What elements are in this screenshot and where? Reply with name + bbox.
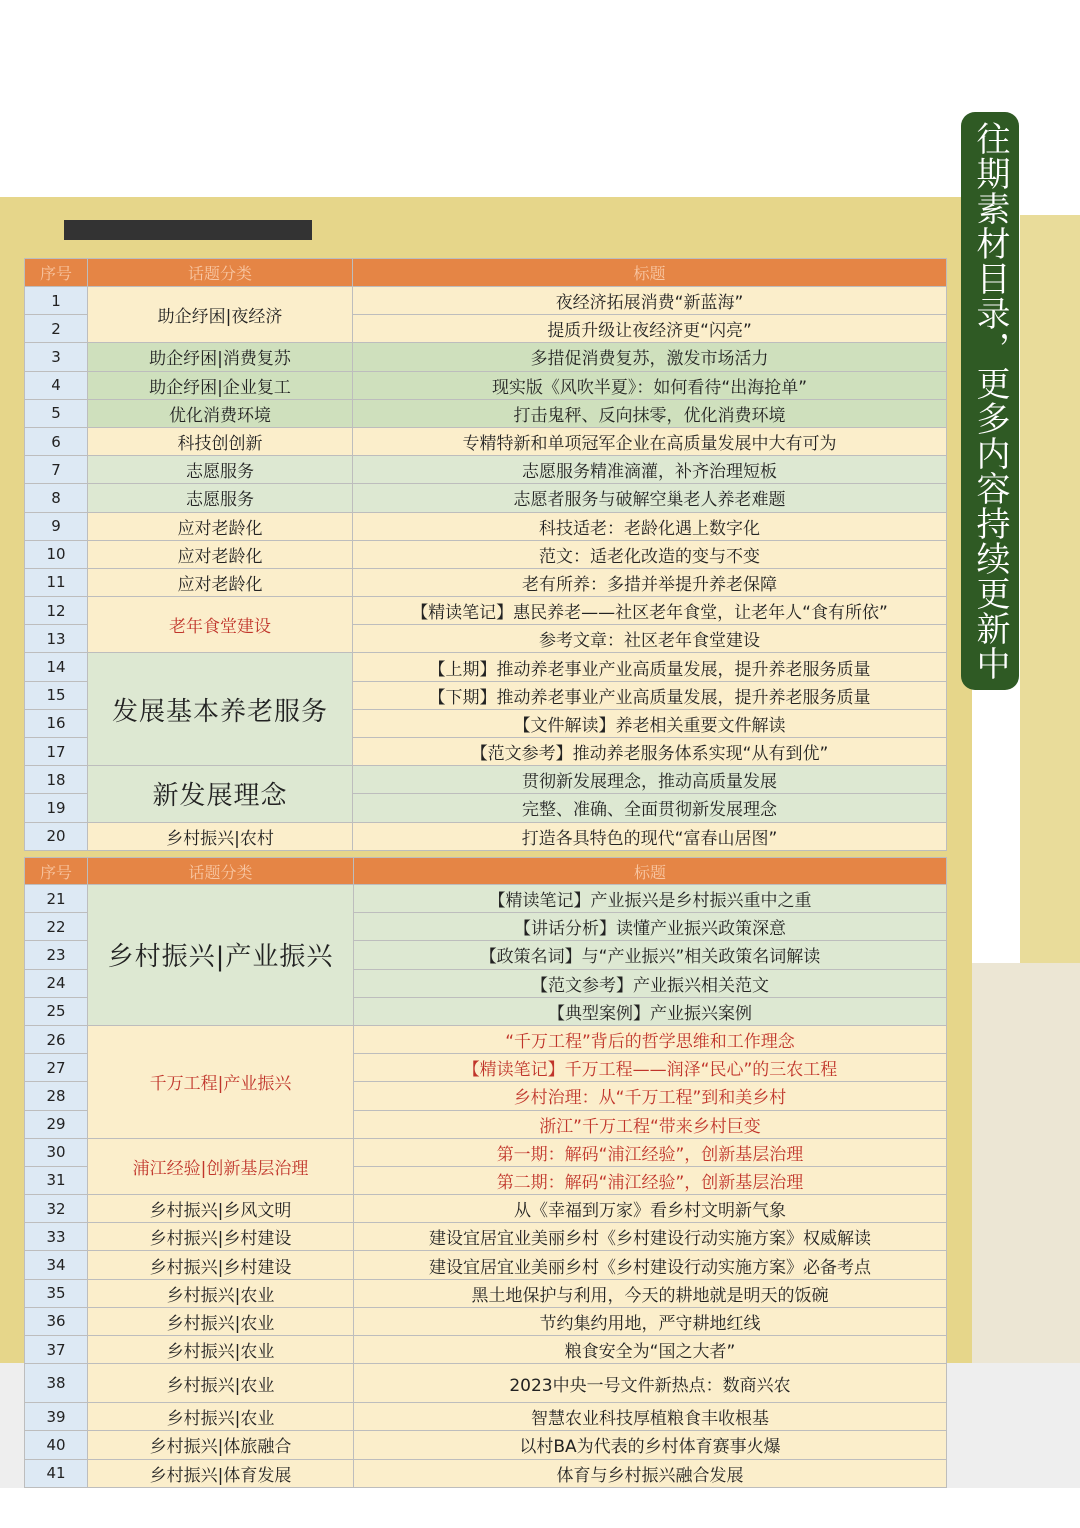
topic-title: 【精读笔记】千万工程——润泽“民心”的三农工程: [354, 1054, 947, 1082]
row-number: 22: [25, 913, 88, 941]
row-number: 13: [25, 625, 88, 653]
topic-category: 应对老龄化: [88, 568, 353, 596]
topic-title: 参考文章：社区老年食堂建设: [353, 625, 947, 653]
table-row: [25, 597, 947, 625]
table-row: [25, 371, 947, 399]
topic-title: 夜经济拓展消费“新蓝海”: [353, 287, 947, 315]
topic-category: 乡村振兴|农业: [88, 1279, 354, 1307]
topic-title: 范文：适老化改造的变与不变: [353, 540, 947, 568]
topic-category: 乡村振兴|乡村建设: [88, 1223, 354, 1251]
header-category: 话题分类: [88, 259, 353, 287]
row-number: 18: [25, 766, 88, 794]
topic-category: 乡村振兴|农业: [88, 1336, 354, 1364]
row-number: 30: [25, 1138, 88, 1166]
topic-title: 提质升级让夜经济更“闪亮”: [353, 315, 947, 343]
topic-category: 老年食堂建设: [88, 597, 353, 653]
row-number: 36: [25, 1307, 88, 1335]
topic-category: 乡村振兴|农业: [88, 1364, 354, 1403]
topic-table-2: [24, 857, 947, 1488]
topic-title: 【典型案例】产业振兴案例: [354, 997, 947, 1025]
row-number: 38: [25, 1364, 88, 1403]
topic-title: 【精读笔记】产业振兴是乡村振兴重中之重: [354, 885, 947, 913]
table-row: [25, 456, 947, 484]
row-number: 25: [25, 997, 88, 1025]
row-number: 14: [25, 653, 88, 681]
topic-category: 优化消费环境: [88, 399, 353, 427]
topic-title: 【精读笔记】惠民养老——社区老年食堂，让老年人“食有所依”: [353, 597, 947, 625]
topic-title: 科技适老：老龄化遇上数字化: [353, 512, 947, 540]
topic-table-1: [24, 258, 947, 851]
topic-category: 乡村振兴|乡村建设: [88, 1251, 354, 1279]
table-row: [25, 1251, 947, 1279]
topic-title: 打造各具特色的现代“富春山居图”: [353, 822, 947, 850]
topic-category: 科技创创新: [88, 427, 353, 455]
row-number: 11: [25, 568, 88, 596]
header-category: 话题分类: [88, 858, 354, 885]
row-number: 27: [25, 1054, 88, 1082]
topic-title: 完整、准确、全面贯彻新发展理念: [353, 794, 947, 822]
gray-background-right: [972, 963, 1080, 1363]
topic-category: 乡村振兴|农村: [88, 822, 353, 850]
table-row: [25, 1025, 947, 1053]
topic-title: 建设宜居宜业美丽乡村《乡村建设行动实施方案》必备考点: [354, 1251, 947, 1279]
topic-category: 乡村振兴|产业振兴: [88, 885, 354, 1026]
table-row: [25, 885, 947, 913]
header-num: 序号: [25, 259, 88, 287]
table-row: [25, 1138, 947, 1166]
table-row: [25, 1431, 947, 1459]
topic-category: 发展基本养老服务: [88, 653, 353, 766]
row-number: 4: [25, 371, 88, 399]
table-row: [25, 287, 947, 315]
topic-category: 志愿服务: [88, 484, 353, 512]
table-row: [25, 1279, 947, 1307]
topic-title: 体育与乡村振兴融合发展: [354, 1459, 947, 1487]
row-number: 17: [25, 738, 88, 766]
topic-title: 志愿者服务与破解空巢老人养老难题: [353, 484, 947, 512]
table-row: [25, 1403, 947, 1431]
row-number: 31: [25, 1166, 88, 1194]
table-row: [25, 1459, 947, 1487]
topic-category: 助企纾困|消费复苏: [88, 343, 353, 371]
table-row: [25, 512, 947, 540]
topic-title: 贯彻新发展理念，推动高质量发展: [353, 766, 947, 794]
row-number: 26: [25, 1025, 88, 1053]
topic-title: 第一期：解码“浦江经验”，创新基层治理: [354, 1138, 947, 1166]
topic-title: 乡村治理：从“千万工程”到和美乡村: [354, 1082, 947, 1110]
table-row: [25, 1307, 947, 1335]
row-number: 12: [25, 597, 88, 625]
topic-title: 志愿服务精准滴灌，补齐治理短板: [353, 456, 947, 484]
table-row: [25, 653, 947, 681]
row-number: 21: [25, 885, 88, 913]
row-number: 10: [25, 540, 88, 568]
topic-category: 乡村振兴|农业: [88, 1403, 354, 1431]
row-number: 7: [25, 456, 88, 484]
row-number: 41: [25, 1459, 88, 1487]
row-number: 35: [25, 1279, 88, 1307]
side-banner: 往期素材目录，更多内容持续更新中: [961, 112, 1019, 690]
row-number: 28: [25, 1082, 88, 1110]
topic-title: “千万工程”背后的哲学思维和工作理念: [354, 1025, 947, 1053]
topic-title: 智慧农业科技厚植粮食丰收根基: [354, 1403, 947, 1431]
header-title: 标题: [353, 259, 947, 287]
row-number: 39: [25, 1403, 88, 1431]
topic-title: 【范文参考】产业振兴相关范文: [354, 969, 947, 997]
topic-title: 现实版《风吹半夏》：如何看待“出海抢单”: [353, 371, 947, 399]
table-row: [25, 540, 947, 568]
topic-title: 2023中央一号文件新热点：数商兴农: [354, 1364, 947, 1403]
topic-category: 应对老龄化: [88, 512, 353, 540]
row-number: 6: [25, 427, 88, 455]
topic-category: 助企纾困|企业复工: [88, 371, 353, 399]
table-row: [25, 484, 947, 512]
topic-category: 志愿服务: [88, 456, 353, 484]
row-number: 23: [25, 941, 88, 969]
topic-title: 第二期：解码“浦江经验”，创新基层治理: [354, 1166, 947, 1194]
topic-category: 浦江经验|创新基层治理: [88, 1138, 354, 1194]
table-row: [25, 1223, 947, 1251]
header-title: 标题: [354, 858, 947, 885]
topic-category: 助企纾困|夜经济: [88, 287, 353, 343]
row-number: 9: [25, 512, 88, 540]
table-row: [25, 427, 947, 455]
row-number: 1: [25, 287, 88, 315]
topic-title: 粮食安全为“国之大者”: [354, 1336, 947, 1364]
row-number: 24: [25, 969, 88, 997]
row-number: 34: [25, 1251, 88, 1279]
topic-category: 新发展理念: [88, 766, 353, 822]
topic-title: 建设宜居宜业美丽乡村《乡村建设行动实施方案》权威解读: [354, 1223, 947, 1251]
row-number: 19: [25, 794, 88, 822]
topic-title: 老有所养：多措并举提升养老保障: [353, 568, 947, 596]
header-num: 序号: [25, 858, 88, 885]
topic-title: 【范文参考】推动养老服务体系实现“从有到优”: [353, 738, 947, 766]
topic-title: 节约集约用地，严守耕地红线: [354, 1307, 947, 1335]
topic-title: 专精特新和单项冠军企业在高质量发展中大有可为: [353, 427, 947, 455]
topic-category: 乡村振兴|农业: [88, 1307, 354, 1335]
redacted-title-bar: [64, 220, 312, 240]
topic-title: 多措促消费复苏，激发市场活力: [353, 343, 947, 371]
table-row: [25, 1195, 947, 1223]
topic-category: 乡村振兴|体育发展: [88, 1459, 354, 1487]
topic-title: 以村BA为代表的乡村体育赛事火爆: [354, 1431, 947, 1459]
row-number: 29: [25, 1110, 88, 1138]
topic-category: 千万工程|产业振兴: [88, 1025, 354, 1138]
topic-title: 黑土地保护与利用，今天的耕地就是明天的饭碗: [354, 1279, 947, 1307]
row-number: 16: [25, 709, 88, 737]
row-number: 15: [25, 681, 88, 709]
row-number: 33: [25, 1223, 88, 1251]
row-number: 2: [25, 315, 88, 343]
table-row: [25, 343, 947, 371]
table-row: [25, 568, 947, 596]
topic-title: 【政策名词】与“产业振兴”相关政策名词解读: [354, 941, 947, 969]
table-row: [25, 399, 947, 427]
row-number: 37: [25, 1336, 88, 1364]
topic-title: 打击鬼秤、反向抹零，优化消费环境: [353, 399, 947, 427]
topic-title: 【讲话分析】读懂产业振兴政策深意: [354, 913, 947, 941]
row-number: 40: [25, 1431, 88, 1459]
row-number: 5: [25, 399, 88, 427]
yellow-background-right: [1020, 215, 1080, 963]
table-row: [25, 1336, 947, 1364]
topic-category: 乡村振兴|乡风文明: [88, 1195, 354, 1223]
topic-title: 浙江”千万工程“带来乡村巨变: [354, 1110, 947, 1138]
table-row: [25, 1364, 947, 1403]
row-number: 8: [25, 484, 88, 512]
topic-title: 【上期】推动养老事业产业高质量发展，提升养老服务质量: [353, 653, 947, 681]
topic-category: 应对老龄化: [88, 540, 353, 568]
topic-title: 【下期】推动养老事业产业高质量发展，提升养老服务质量: [353, 681, 947, 709]
topic-title: 从《幸福到万家》看乡村文明新气象: [354, 1195, 947, 1223]
table-row: [25, 766, 947, 794]
row-number: 20: [25, 822, 88, 850]
table-row: [25, 822, 947, 850]
row-number: 3: [25, 343, 88, 371]
topic-category: 乡村振兴|体旅融合: [88, 1431, 354, 1459]
row-number: 32: [25, 1195, 88, 1223]
topic-title: 【文件解读】养老相关重要文件解读: [353, 709, 947, 737]
